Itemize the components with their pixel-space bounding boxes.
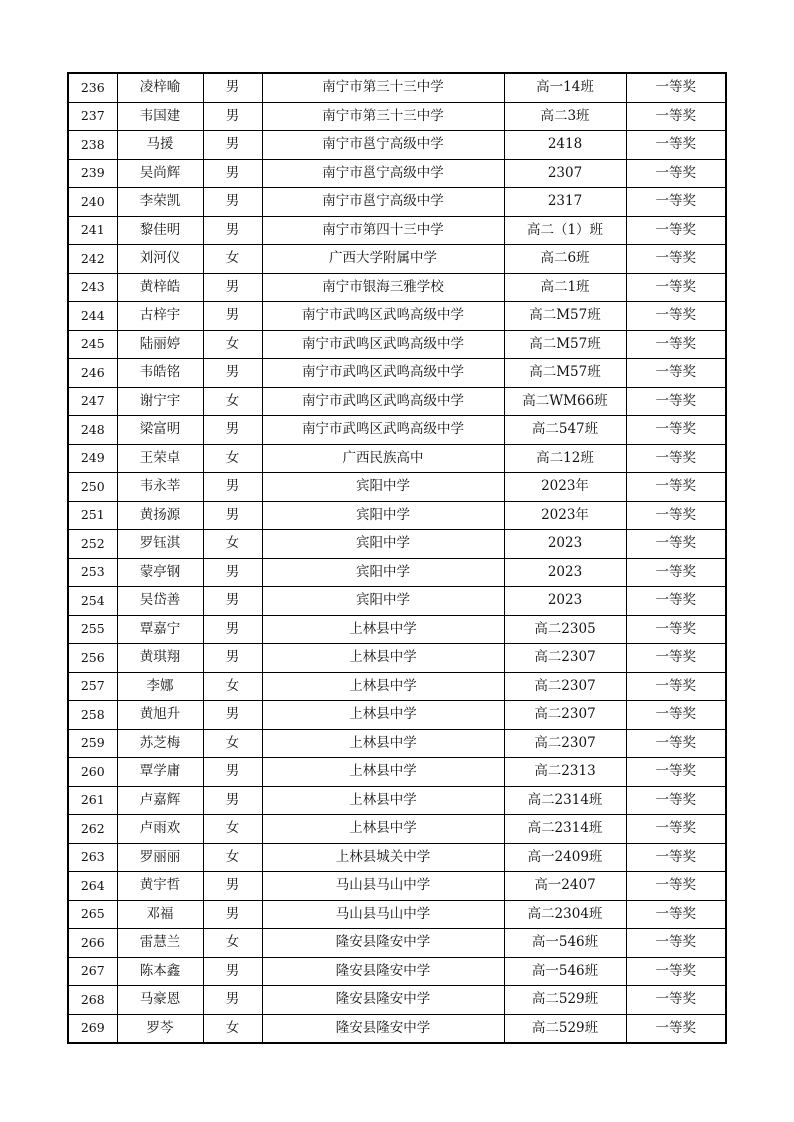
award-list-table	[67, 72, 727, 1044]
row-number-cell: 245	[68, 330, 117, 359]
student-gender-cell: 男	[203, 359, 262, 388]
award-level-cell: 一等奖	[626, 701, 726, 730]
row-number-cell: 265	[68, 900, 117, 929]
school-name-cell: 南宁市邕宁高级中学	[262, 131, 504, 160]
table-row	[68, 672, 726, 701]
award-level-cell: 一等奖	[626, 872, 726, 901]
table-row	[68, 1014, 726, 1043]
class-name-cell: 高一546班	[504, 957, 626, 986]
class-name-cell: 高二1班	[504, 273, 626, 302]
school-name-cell: 隆安县隆安中学	[262, 1014, 504, 1043]
table-row	[68, 473, 726, 502]
school-name-cell: 隆安县隆安中学	[262, 929, 504, 958]
class-name-cell: 2023年	[504, 501, 626, 530]
class-name-cell: 高二WM66班	[504, 387, 626, 416]
student-gender-cell: 女	[203, 330, 262, 359]
row-number-cell: 243	[68, 273, 117, 302]
table-row	[68, 701, 726, 730]
student-gender-cell: 男	[203, 216, 262, 245]
student-name-cell: 谢宁宇	[117, 387, 203, 416]
row-number-cell: 267	[68, 957, 117, 986]
class-name-cell: 2023年	[504, 473, 626, 502]
award-level-cell: 一等奖	[626, 159, 726, 188]
school-name-cell: 南宁市第三十三中学	[262, 102, 504, 131]
student-name-cell: 马援	[117, 131, 203, 160]
row-number-cell: 248	[68, 416, 117, 445]
student-name-cell: 吴尚辉	[117, 159, 203, 188]
school-name-cell: 马山县马山中学	[262, 872, 504, 901]
row-number-cell: 237	[68, 102, 117, 131]
student-gender-cell: 男	[203, 786, 262, 815]
school-name-cell: 上林县中学	[262, 729, 504, 758]
row-number-cell: 252	[68, 530, 117, 559]
student-gender-cell: 男	[203, 188, 262, 217]
award-level-cell: 一等奖	[626, 330, 726, 359]
school-name-cell: 宾阳中学	[262, 587, 504, 616]
class-name-cell: 2023	[504, 587, 626, 616]
award-level-cell: 一等奖	[626, 302, 726, 331]
row-number-cell: 269	[68, 1014, 117, 1043]
student-name-cell: 李娜	[117, 672, 203, 701]
student-name-cell: 陆丽婷	[117, 330, 203, 359]
student-name-cell: 韦国建	[117, 102, 203, 131]
award-level-cell: 一等奖	[626, 73, 726, 102]
row-number-cell: 266	[68, 929, 117, 958]
table-row	[68, 729, 726, 758]
student-gender-cell: 女	[203, 245, 262, 274]
class-name-cell: 2023	[504, 530, 626, 559]
school-name-cell: 南宁市银海三雅学校	[262, 273, 504, 302]
student-name-cell: 吴岱善	[117, 587, 203, 616]
award-level-cell: 一等奖	[626, 815, 726, 844]
class-name-cell: 2307	[504, 159, 626, 188]
class-name-cell: 高二2314班	[504, 786, 626, 815]
table-row	[68, 359, 726, 388]
school-name-cell: 上林县中学	[262, 815, 504, 844]
student-gender-cell: 男	[203, 558, 262, 587]
row-number-cell: 260	[68, 758, 117, 787]
school-name-cell: 上林县中学	[262, 758, 504, 787]
award-level-cell: 一等奖	[626, 501, 726, 530]
class-name-cell: 高二2307	[504, 644, 626, 673]
table-row	[68, 416, 726, 445]
student-gender-cell: 男	[203, 102, 262, 131]
student-gender-cell: 男	[203, 159, 262, 188]
school-name-cell: 上林县中学	[262, 672, 504, 701]
award-level-cell: 一等奖	[626, 473, 726, 502]
table-row	[68, 644, 726, 673]
school-name-cell: 南宁市武鸣区武鸣高级中学	[262, 330, 504, 359]
table-row	[68, 900, 726, 929]
row-number-cell: 257	[68, 672, 117, 701]
award-level-cell: 一等奖	[626, 587, 726, 616]
student-name-cell: 邓福	[117, 900, 203, 929]
student-gender-cell: 女	[203, 729, 262, 758]
table-row	[68, 758, 726, 787]
student-gender-cell: 男	[203, 473, 262, 502]
award-level-cell: 一等奖	[626, 273, 726, 302]
class-name-cell: 高二M57班	[504, 302, 626, 331]
table-row	[68, 615, 726, 644]
school-name-cell: 南宁市第四十三中学	[262, 216, 504, 245]
student-name-cell: 梁富明	[117, 416, 203, 445]
student-name-cell: 凌梓喻	[117, 73, 203, 102]
student-name-cell: 黎佳明	[117, 216, 203, 245]
student-name-cell: 黄琪翔	[117, 644, 203, 673]
row-number-cell: 264	[68, 872, 117, 901]
class-name-cell: 高二3班	[504, 102, 626, 131]
student-name-cell: 罗钰淇	[117, 530, 203, 559]
student-gender-cell: 女	[203, 815, 262, 844]
student-name-cell: 黄梓皓	[117, 273, 203, 302]
school-name-cell: 南宁市邕宁高级中学	[262, 159, 504, 188]
student-gender-cell: 男	[203, 701, 262, 730]
class-name-cell: 高二2307	[504, 729, 626, 758]
school-name-cell: 上林县中学	[262, 701, 504, 730]
row-number-cell: 256	[68, 644, 117, 673]
award-level-cell: 一等奖	[626, 530, 726, 559]
table-row	[68, 815, 726, 844]
school-name-cell: 宾阳中学	[262, 558, 504, 587]
award-level-cell: 一等奖	[626, 900, 726, 929]
award-level-cell: 一等奖	[626, 957, 726, 986]
class-name-cell: 高二6班	[504, 245, 626, 274]
table-row	[68, 73, 726, 102]
table-row	[68, 986, 726, 1015]
row-number-cell: 268	[68, 986, 117, 1015]
award-level-cell: 一等奖	[626, 387, 726, 416]
row-number-cell: 254	[68, 587, 117, 616]
student-name-cell: 覃嘉宁	[117, 615, 203, 644]
award-level-cell: 一等奖	[626, 245, 726, 274]
student-gender-cell: 女	[203, 387, 262, 416]
row-number-cell: 246	[68, 359, 117, 388]
student-name-cell: 罗芩	[117, 1014, 203, 1043]
row-number-cell: 240	[68, 188, 117, 217]
award-level-cell: 一等奖	[626, 729, 726, 758]
table-row	[68, 188, 726, 217]
table-row	[68, 330, 726, 359]
school-name-cell: 隆安县隆安中学	[262, 957, 504, 986]
student-gender-cell: 女	[203, 530, 262, 559]
row-number-cell: 258	[68, 701, 117, 730]
table-row	[68, 843, 726, 872]
award-level-cell: 一等奖	[626, 1014, 726, 1043]
class-name-cell: 高二2305	[504, 615, 626, 644]
class-name-cell: 高二529班	[504, 986, 626, 1015]
student-gender-cell: 男	[203, 615, 262, 644]
student-gender-cell: 男	[203, 501, 262, 530]
row-number-cell: 241	[68, 216, 117, 245]
class-name-cell: 高二547班	[504, 416, 626, 445]
student-gender-cell: 男	[203, 73, 262, 102]
award-level-cell: 一等奖	[626, 359, 726, 388]
award-level-cell: 一等奖	[626, 416, 726, 445]
award-level-cell: 一等奖	[626, 672, 726, 701]
school-name-cell: 广西民族高中	[262, 444, 504, 473]
student-gender-cell: 男	[203, 872, 262, 901]
student-gender-cell: 男	[203, 900, 262, 929]
table-row	[68, 558, 726, 587]
row-number-cell: 259	[68, 729, 117, 758]
class-name-cell: 高二（1）班	[504, 216, 626, 245]
table-row	[68, 302, 726, 331]
class-name-cell: 高二M57班	[504, 330, 626, 359]
student-gender-cell: 女	[203, 1014, 262, 1043]
table-row	[68, 102, 726, 131]
school-name-cell: 南宁市武鸣区武鸣高级中学	[262, 387, 504, 416]
row-number-cell: 263	[68, 843, 117, 872]
student-gender-cell: 女	[203, 444, 262, 473]
class-name-cell: 2023	[504, 558, 626, 587]
row-number-cell: 261	[68, 786, 117, 815]
table-row	[68, 387, 726, 416]
student-name-cell: 刘河仪	[117, 245, 203, 274]
student-gender-cell: 男	[203, 986, 262, 1015]
row-number-cell: 250	[68, 473, 117, 502]
award-level-cell: 一等奖	[626, 131, 726, 160]
class-name-cell: 高一14班	[504, 73, 626, 102]
row-number-cell: 236	[68, 73, 117, 102]
student-name-cell: 卢嘉辉	[117, 786, 203, 815]
student-name-cell: 苏芝梅	[117, 729, 203, 758]
school-name-cell: 隆安县隆安中学	[262, 986, 504, 1015]
class-name-cell: 高二2304班	[504, 900, 626, 929]
table-row	[68, 131, 726, 160]
class-name-cell: 高二2313	[504, 758, 626, 787]
row-number-cell: 253	[68, 558, 117, 587]
table-row	[68, 957, 726, 986]
student-name-cell: 罗丽丽	[117, 843, 203, 872]
class-name-cell: 高二12班	[504, 444, 626, 473]
student-gender-cell: 男	[203, 758, 262, 787]
table-row	[68, 786, 726, 815]
row-number-cell: 249	[68, 444, 117, 473]
award-level-cell: 一等奖	[626, 929, 726, 958]
row-number-cell: 247	[68, 387, 117, 416]
student-name-cell: 韦皓铭	[117, 359, 203, 388]
student-gender-cell: 男	[203, 416, 262, 445]
table-row	[68, 872, 726, 901]
student-name-cell: 黄扬源	[117, 501, 203, 530]
student-name-cell: 马豪恩	[117, 986, 203, 1015]
student-gender-cell: 女	[203, 843, 262, 872]
table-row	[68, 216, 726, 245]
award-level-cell: 一等奖	[626, 216, 726, 245]
student-gender-cell: 男	[203, 587, 262, 616]
student-gender-cell: 男	[203, 273, 262, 302]
table-row	[68, 530, 726, 559]
row-number-cell: 242	[68, 245, 117, 274]
student-name-cell: 古梓宇	[117, 302, 203, 331]
student-name-cell: 李荣凯	[117, 188, 203, 217]
student-gender-cell: 女	[203, 672, 262, 701]
school-name-cell: 上林县中学	[262, 615, 504, 644]
school-name-cell: 上林县城关中学	[262, 843, 504, 872]
award-level-cell: 一等奖	[626, 644, 726, 673]
class-name-cell: 高二529班	[504, 1014, 626, 1043]
award-level-cell: 一等奖	[626, 786, 726, 815]
school-name-cell: 南宁市邕宁高级中学	[262, 188, 504, 217]
student-gender-cell: 男	[203, 131, 262, 160]
award-level-cell: 一等奖	[626, 986, 726, 1015]
table-body	[68, 73, 726, 1043]
school-name-cell: 广西大学附属中学	[262, 245, 504, 274]
school-name-cell: 南宁市武鸣区武鸣高级中学	[262, 416, 504, 445]
student-name-cell: 陈本鑫	[117, 957, 203, 986]
class-name-cell: 高一546班	[504, 929, 626, 958]
class-name-cell: 高二M57班	[504, 359, 626, 388]
row-number-cell: 255	[68, 615, 117, 644]
student-gender-cell: 男	[203, 957, 262, 986]
award-level-cell: 一等奖	[626, 102, 726, 131]
table-row	[68, 245, 726, 274]
student-name-cell: 卢雨欢	[117, 815, 203, 844]
student-gender-cell: 男	[203, 302, 262, 331]
table-row	[68, 501, 726, 530]
school-name-cell: 南宁市武鸣区武鸣高级中学	[262, 359, 504, 388]
student-gender-cell: 男	[203, 644, 262, 673]
class-name-cell: 高二2307	[504, 672, 626, 701]
row-number-cell: 244	[68, 302, 117, 331]
student-name-cell: 蒙亭钢	[117, 558, 203, 587]
row-number-cell: 239	[68, 159, 117, 188]
school-name-cell: 南宁市第三十三中学	[262, 73, 504, 102]
student-name-cell: 雷慧兰	[117, 929, 203, 958]
class-name-cell: 高二2307	[504, 701, 626, 730]
school-name-cell: 马山县马山中学	[262, 900, 504, 929]
class-name-cell: 2418	[504, 131, 626, 160]
award-level-cell: 一等奖	[626, 558, 726, 587]
award-level-cell: 一等奖	[626, 843, 726, 872]
school-name-cell: 上林县中学	[262, 786, 504, 815]
award-level-cell: 一等奖	[626, 188, 726, 217]
school-name-cell: 上林县中学	[262, 644, 504, 673]
row-number-cell: 251	[68, 501, 117, 530]
student-name-cell: 黄旭升	[117, 701, 203, 730]
class-name-cell: 2317	[504, 188, 626, 217]
row-number-cell: 262	[68, 815, 117, 844]
table-row	[68, 159, 726, 188]
row-number-cell: 238	[68, 131, 117, 160]
student-name-cell: 黄宇哲	[117, 872, 203, 901]
student-name-cell: 韦永莘	[117, 473, 203, 502]
table-row	[68, 929, 726, 958]
class-name-cell: 高一2409班	[504, 843, 626, 872]
class-name-cell: 高二2314班	[504, 815, 626, 844]
school-name-cell: 宾阳中学	[262, 501, 504, 530]
award-level-cell: 一等奖	[626, 615, 726, 644]
school-name-cell: 南宁市武鸣区武鸣高级中学	[262, 302, 504, 331]
award-level-cell: 一等奖	[626, 758, 726, 787]
student-name-cell: 王荣卓	[117, 444, 203, 473]
table-row	[68, 273, 726, 302]
school-name-cell: 宾阳中学	[262, 473, 504, 502]
table-row	[68, 444, 726, 473]
student-gender-cell: 女	[203, 929, 262, 958]
table-row	[68, 587, 726, 616]
student-name-cell: 覃学庸	[117, 758, 203, 787]
class-name-cell: 高一2407	[504, 872, 626, 901]
school-name-cell: 宾阳中学	[262, 530, 504, 559]
award-level-cell: 一等奖	[626, 444, 726, 473]
